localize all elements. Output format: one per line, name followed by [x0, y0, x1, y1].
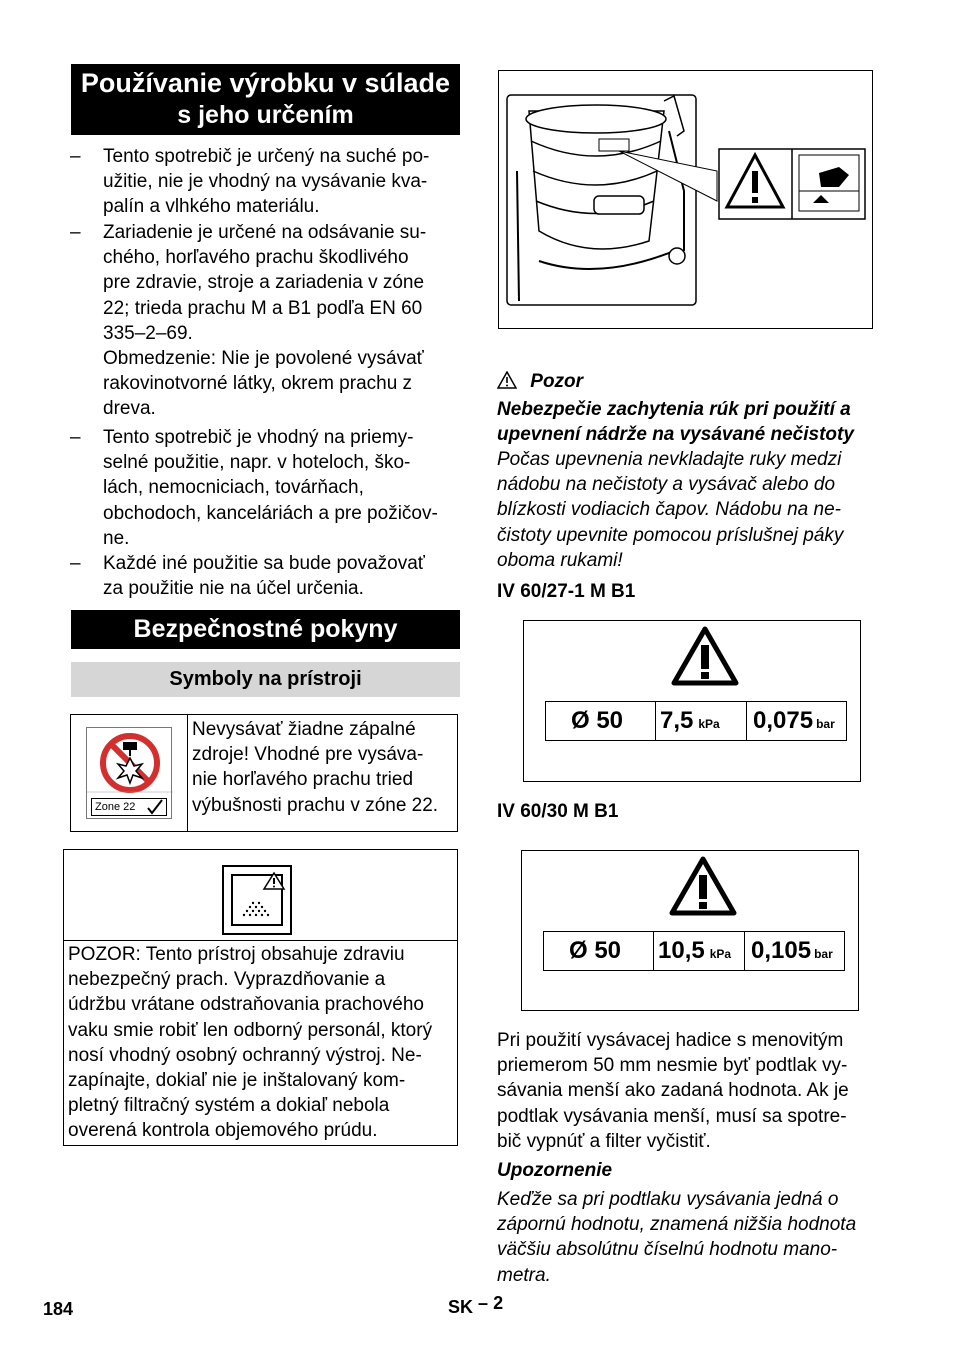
text-line: zápornú hodnotu, znamená nižšia hodnota [497, 1214, 857, 1236]
text-line: Keďže sa pri podtlaku vysávania jedná o [497, 1189, 839, 1210]
caution-label: Pozor [530, 371, 584, 392]
text-line: priemerom 50 mm nesmie byť podtlak vy- [497, 1055, 848, 1077]
kpa-value: 10,5 [658, 937, 705, 964]
text-line: Tento spotrebič je určený na suché po- [103, 146, 430, 167]
text-line: za použitie nie na účel určenia. [103, 578, 364, 600]
list-dash: – [70, 222, 81, 243]
text-line: lách, nemocniciach, továrňach, [103, 477, 364, 499]
text-line: Obmedzenie: Nie je povolené vysávať [103, 348, 424, 369]
text-line: podtlak vysávania menší, musí sa spotre- [497, 1105, 847, 1127]
bar-cell [747, 702, 846, 740]
vacuum-label-box [523, 620, 861, 782]
text-line: Tento spotrebič je vhodný na priemy- [103, 427, 414, 448]
subheading-symbols-text: Symboly na prístroji [169, 668, 362, 690]
no-ignition-sources-icon [86, 727, 172, 819]
caution-title [497, 397, 897, 447]
zone-label: Zone 22 [95, 801, 136, 813]
kpa-unit: kPa [698, 717, 720, 731]
divider [64, 940, 457, 941]
diameter-cell [544, 932, 654, 970]
diameter-cell [546, 702, 656, 740]
caution-text [497, 447, 897, 573]
model-name: IV 60/30 M B1 [497, 801, 619, 822]
heading-safety-text: Bezpečnostné pokyny [133, 615, 398, 643]
text-line: Počas upevnenia nevkladajte ruky medzi [497, 449, 842, 470]
symbol-cell [71, 715, 188, 831]
note-text [497, 1187, 897, 1288]
note-label: Upozornenie [497, 1160, 613, 1181]
vacuum-label-box [521, 850, 859, 1011]
heading-safety [71, 610, 460, 649]
bar-value: 0,075 [753, 707, 814, 734]
text-line: čistoty upevnite pomocou príslušnej páky [497, 524, 844, 546]
vacuum-values-row [545, 701, 847, 741]
hazardous-dust-icon [222, 865, 292, 935]
text-line: obchodoch, kanceláriách a pre požičov- [103, 502, 438, 524]
text-line: overená kontrola objemového prúdu. [68, 1120, 378, 1142]
text-line: výbušnosti prachu v zóne 22. [192, 794, 439, 816]
text-line: chého, horľavého prachu škodlivého [103, 247, 409, 269]
text-line: Každé iné použitie sa bude považovať [103, 553, 425, 574]
text-line: bič vypnúť a filter vyčistiť. [497, 1130, 711, 1152]
text-line: vaku smie robiť len odborný personál, ktorý [68, 1019, 433, 1041]
text-line: nebezpečný prach. Vyprazdňovanie a [68, 969, 386, 991]
footer-dash: – [478, 1293, 489, 1313]
heading-line-2: s jeho určením [177, 101, 354, 129]
symbol-box-zone22 [70, 714, 458, 832]
text-line: sávania menší ako zadaná hodnota. Ak je [497, 1080, 849, 1102]
warning-triangle-icon [668, 855, 738, 917]
text-line: 335–2–69. [103, 322, 193, 344]
text-line: Pri použití vysávacej hadice s menovitým [497, 1030, 844, 1051]
list-dash: – [70, 427, 81, 448]
footer-section-number: 2 [493, 1293, 504, 1313]
text-line: upevnení nádrže na vysávané nečistoty [497, 424, 854, 446]
list-dash: – [70, 553, 81, 574]
heading-intended-use [71, 64, 460, 135]
text-line: 22; trieda prachu M a B1 podľa EN 60 [103, 297, 423, 319]
checkmark-icon [146, 799, 164, 815]
hose-paragraph [497, 1028, 897, 1154]
text-line: blízkosti vodiacich čapov. Nádobu na ne- [497, 499, 841, 521]
text-line: palín a vlhkého materiálu. [103, 196, 320, 218]
text-line: nádobu na nečistoty a vysávač alebo do [497, 474, 836, 496]
text-line: údržbu vrátane odstraňovania prachového [68, 994, 424, 1016]
text-line: selné použitie, napr. v hoteloch, ško- [103, 452, 411, 474]
kpa-cell [654, 932, 745, 970]
dust-warning-box [63, 849, 458, 1146]
text-line: dreva. [103, 398, 156, 420]
model-name: IV 60/27-1 M B1 [497, 581, 636, 602]
illustration-container-box [498, 70, 873, 329]
text-line: pre zdravie, stroje a zariadenia v zóne [103, 272, 425, 294]
bar-value: 0,105 [751, 937, 812, 964]
page-number: 184 [43, 1299, 74, 1319]
footer-lang: SK [448, 1297, 474, 1317]
text-line: Nevysávať žiadne zápalné [192, 719, 416, 740]
warning-triangle-icon [670, 625, 740, 687]
text-line: Nebezpečie zachytenia rúk pri použití a [497, 399, 851, 420]
symbol-description [192, 717, 460, 818]
text-line: väčšiu absolútnu číselnú hodnotu mano- [497, 1239, 838, 1261]
warning-text [68, 942, 456, 1144]
kpa-cell [656, 702, 747, 740]
diameter-value: Ø 50 [571, 707, 624, 734]
heading-line-1: Používanie výrobku v súlade [80, 68, 451, 98]
vacuum-values-row [543, 931, 845, 971]
bar-cell [745, 932, 844, 970]
vacuum-container-illustration [499, 71, 872, 328]
bar-unit: bar [816, 717, 835, 731]
diameter-value: Ø 50 [569, 937, 622, 964]
caution-heading [497, 369, 877, 394]
text-line: zapínajte, dokiaľ nie je inštalovaný kom- [68, 1070, 406, 1092]
text-line: metra. [497, 1264, 551, 1286]
footer-section [448, 1293, 504, 1318]
text-line: zdroje! Vhodné pre vysáva- [192, 744, 424, 766]
text-line: ne. [103, 527, 130, 549]
text-line: oboma rukami! [497, 549, 623, 571]
text-line: nie horľavého prachu tried [192, 769, 414, 791]
text-line: Zariadenie je určené na odsávanie su- [103, 222, 427, 243]
bar-unit: bar [814, 947, 833, 961]
text-line: užitie, nie je vhodný na vysávanie kva- [103, 171, 428, 193]
kpa-value: 7,5 [660, 707, 694, 734]
subheading-symbols [71, 662, 460, 697]
kpa-unit: kPa [709, 947, 732, 961]
text-line: POZOR: Tento prístroj obsahuje zdraviu [68, 944, 405, 965]
list-dash: – [70, 146, 81, 167]
zone-badge [91, 798, 167, 816]
warning-triangle-icon [497, 371, 517, 389]
text-line: pletný filtračný systém a dokiaľ nebola [68, 1095, 390, 1117]
text-line: rakovinotvorné látky, okrem prachu z [103, 373, 413, 395]
text-line: nosí vhodný osobný ochranný výstroj. Ne- [68, 1044, 422, 1066]
restriction-paragraph [103, 346, 463, 422]
